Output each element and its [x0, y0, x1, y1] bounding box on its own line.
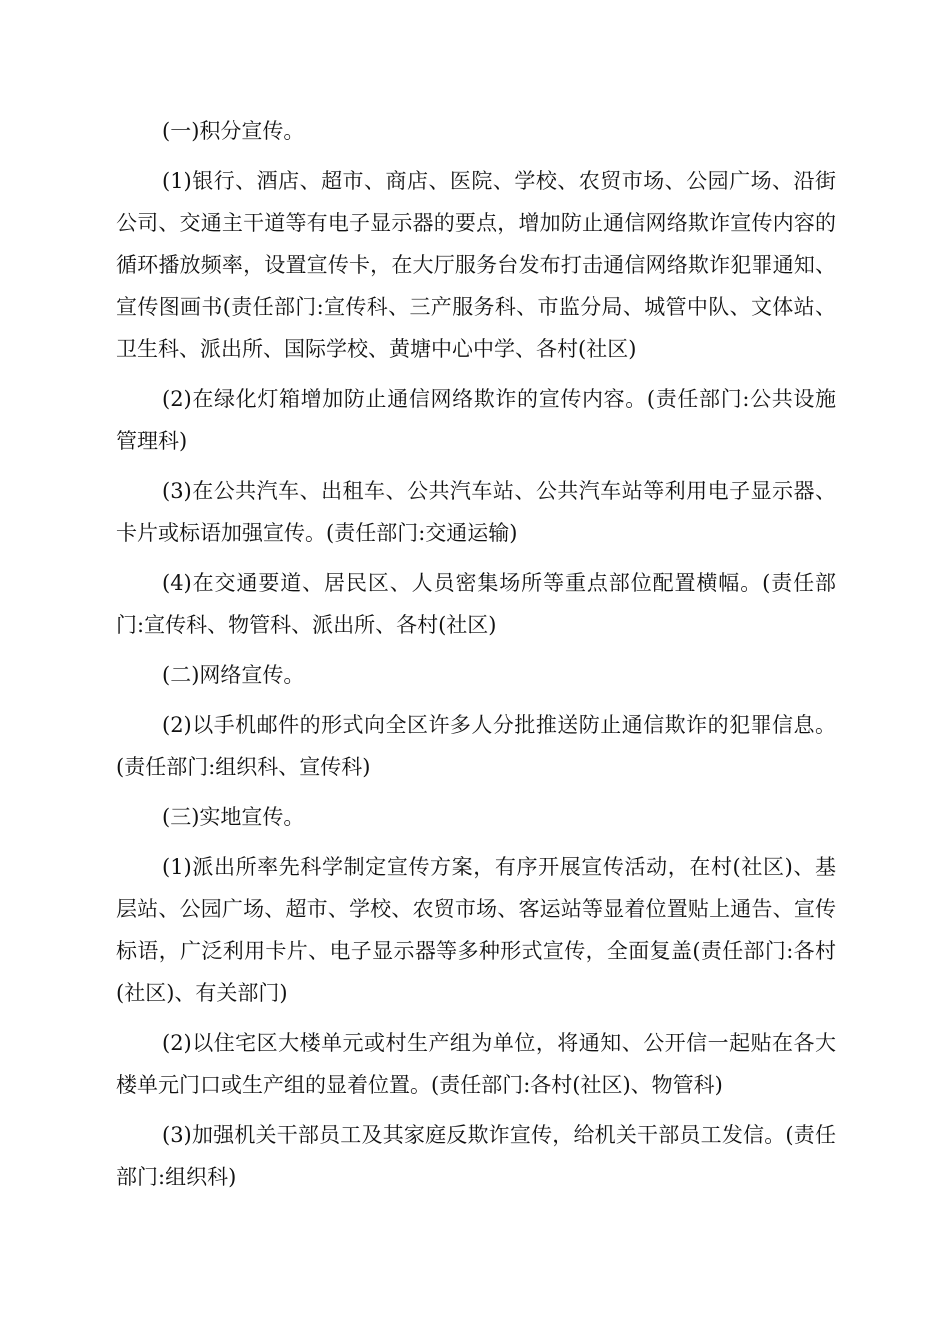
paragraph-1-1: (1)银行、酒店、超市、商店、医院、学校、农贸市场、公园广场、沿街公司、交通主干道等有电子显示器的要点，增加防止通信网络欺诈宣传内容的循环播放频率，设置宣传卡，在大厅服务台发布打击通信网络欺诈犯罪通知、宣传图画书(责任部门:宣传科、三产服务科、市监分局、城管中队、文体站、卫生科、派出所、国际学校、黄塘中心中学、各村(社区)	[116, 169, 836, 361]
section-heading-points: (一)积分宣传。	[162, 119, 305, 143]
document-page	[116, 110, 836, 1206]
paragraph-1-3: (3)在公共汽车、出租车、公共汽车站、公共汽车站等利用电子显示器、卡片或标语加强宣传。(责任部门:交通运输)	[116, 479, 836, 545]
section-heading-field: (三)实地宣传。	[162, 805, 305, 829]
paragraph-3-3: (3)加强机关干部员工及其家庭反欺诈宣传，给机关干部员工发信。(责任部门:组织科)	[116, 1123, 836, 1189]
paragraph-3-1: (1)派出所率先科学制定宣传方案，有序开展宣传活动，在村(社区)、基层站、公园广场、超市、学校、农贸市场、客运站等显着位置贴上通告、宣传标语，广泛利用卡片、电子显示器等多种形式宣传，全面复盖(责任部门:各村(社区)、有关部门)	[116, 855, 836, 1005]
paragraph-1-2: (2)在绿化灯箱增加防止通信网络欺诈的宣传内容。(责任部门:公共设施管理科)	[116, 387, 836, 453]
paragraph-2-1: (2)以手机邮件的形式向全区许多人分批推送防止通信欺诈的犯罪信息。(责任部门:组织科、宣传科)	[116, 713, 836, 779]
section-heading-network: (二)网络宣传。	[162, 663, 305, 687]
paragraph-1-4: (4)在交通要道、居民区、人员密集场所等重点部位配置横幅。(责任部门:宣传科、物管科、派出所、各村(社区)	[116, 571, 836, 637]
paragraph-3-2: (2)以住宅区大楼单元或村生产组为单位，将通知、公开信一起贴在各大楼单元门口或生产组的显着位置。(责任部门:各村(社区)、物管科)	[116, 1031, 836, 1097]
